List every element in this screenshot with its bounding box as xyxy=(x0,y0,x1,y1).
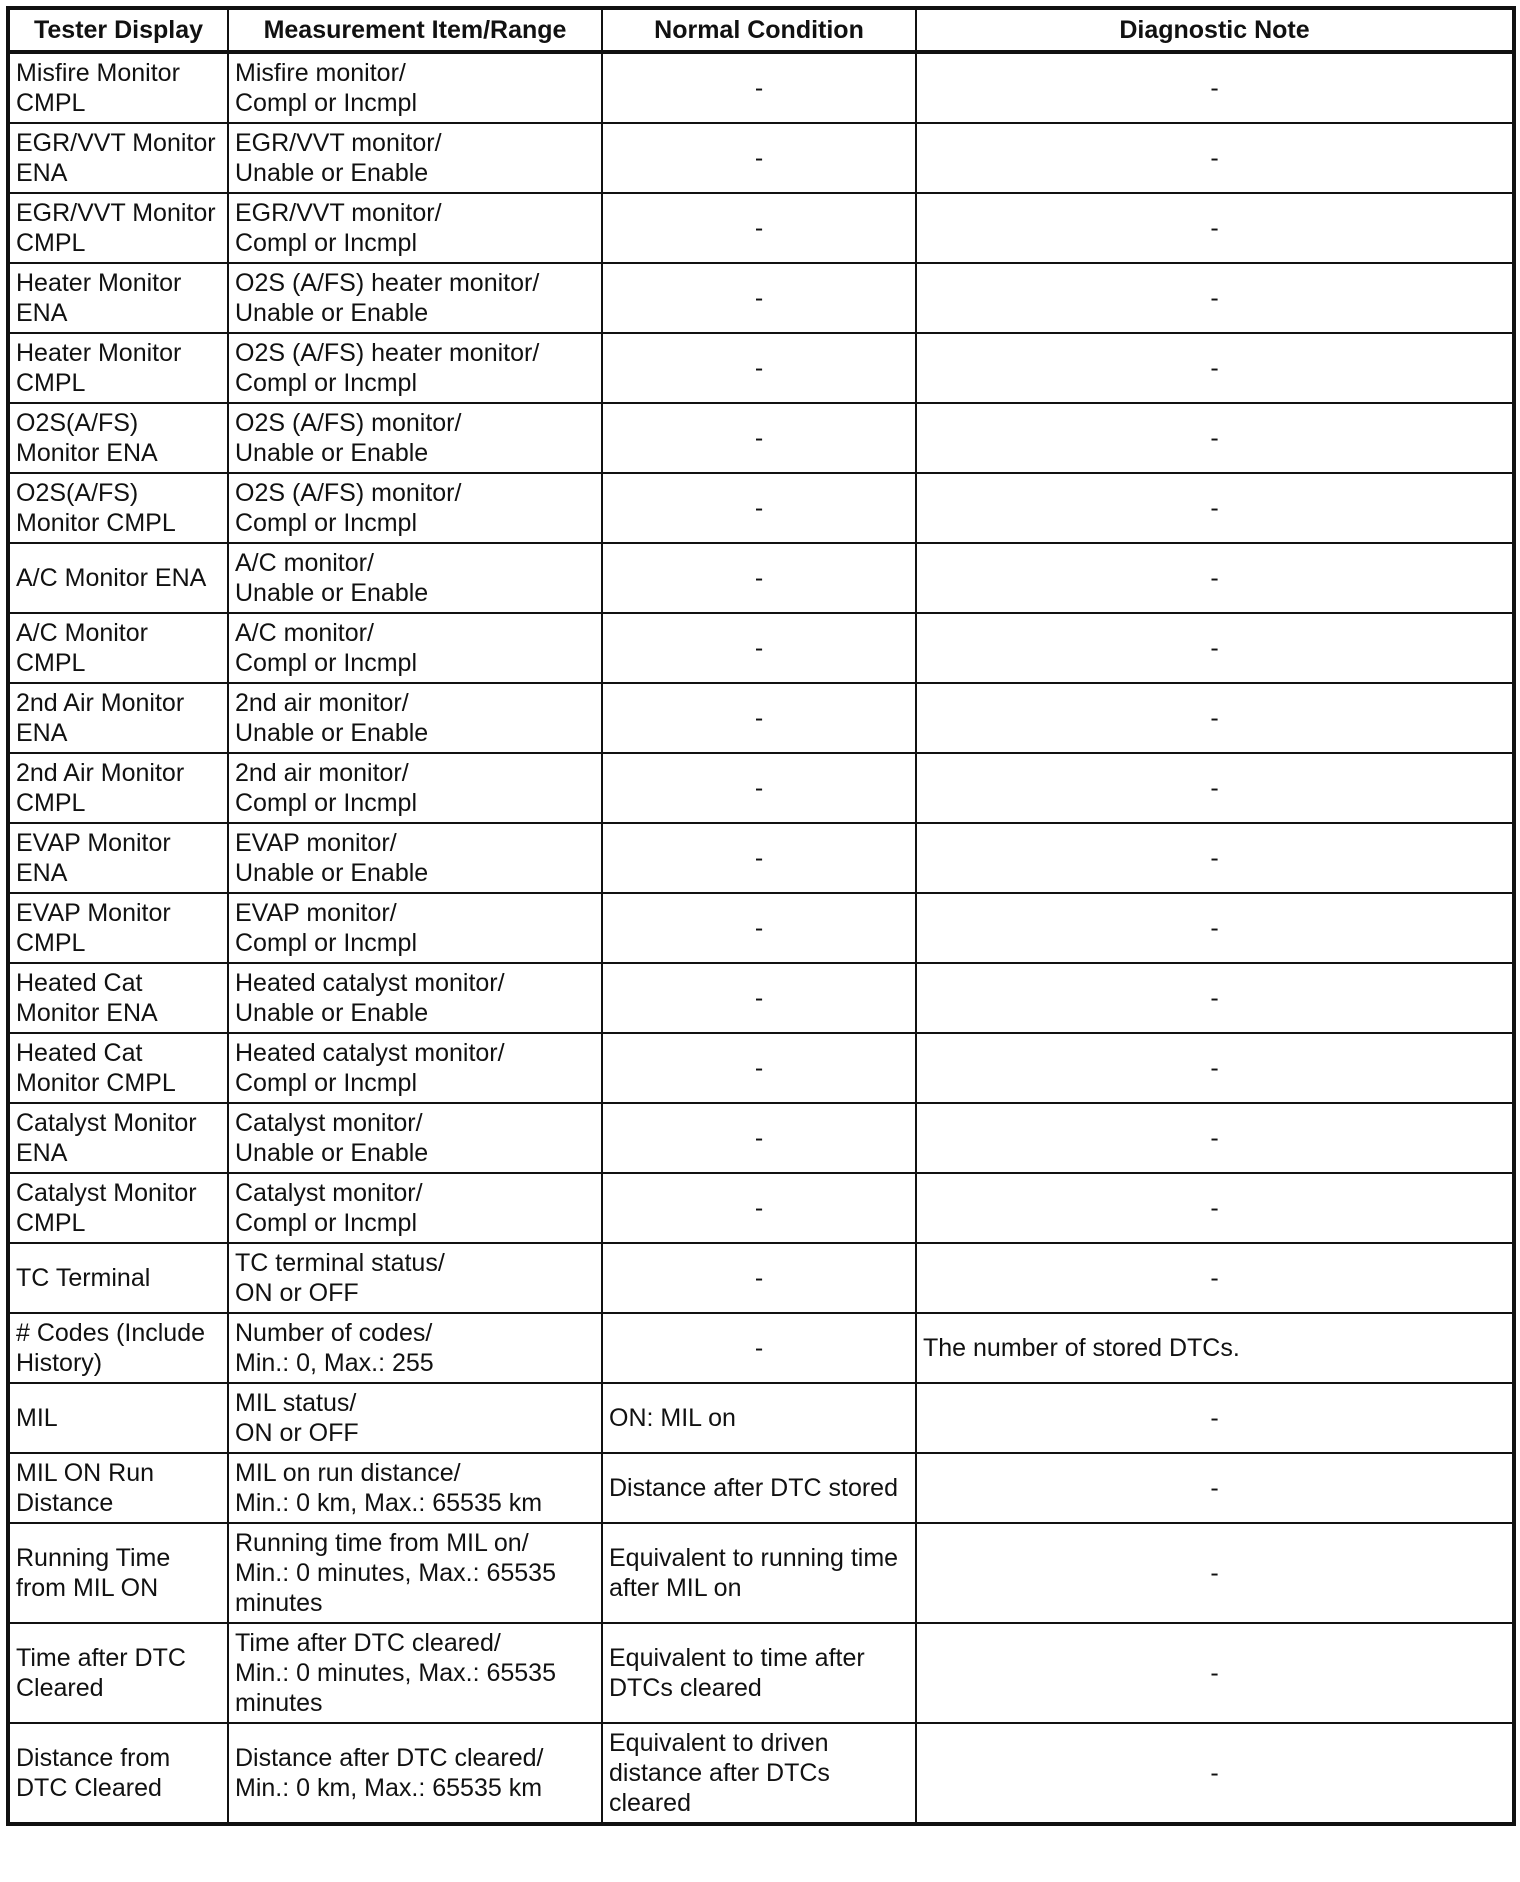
cell-normal-condition xyxy=(602,683,916,753)
cell-measurement-item xyxy=(228,823,602,893)
cell-diagnostic-note-text: - xyxy=(1210,914,1219,942)
cell-diagnostic-note xyxy=(916,753,1514,823)
table-row xyxy=(8,613,1514,683)
table-row xyxy=(8,473,1514,543)
cell-diagnostic-note xyxy=(916,963,1514,1033)
header-tester-display: Tester Display xyxy=(8,8,228,52)
cell-measurement-item xyxy=(228,1313,602,1383)
cell-measurement-item xyxy=(228,683,602,753)
cell-measurement-item xyxy=(228,893,602,963)
cell-measurement-item-text: EGR/VVT monitor/ Compl or Incmpl xyxy=(235,199,442,257)
cell-normal-condition-text: - xyxy=(754,844,764,872)
table-row xyxy=(8,403,1514,473)
cell-normal-condition-text: - xyxy=(754,284,764,312)
cell-normal-condition xyxy=(602,753,916,823)
table-row xyxy=(8,1173,1514,1243)
cell-measurement-item-text: 2nd air monitor/ Compl or Incmpl xyxy=(235,759,417,817)
cell-diagnostic-note-text: - xyxy=(1210,494,1219,522)
table-row xyxy=(8,333,1514,403)
cell-diagnostic-note-text: - xyxy=(1210,1659,1219,1687)
cell-normal-condition xyxy=(602,1033,916,1103)
cell-measurement-item xyxy=(228,963,602,1033)
cell-tester-display xyxy=(8,963,228,1033)
cell-diagnostic-note xyxy=(916,1723,1514,1824)
cell-diagnostic-note-text: - xyxy=(1210,1404,1219,1432)
cell-normal-condition xyxy=(602,1243,916,1313)
cell-tester-display-text: Misfire Monitor CMPL xyxy=(16,59,180,117)
cell-diagnostic-note-text: - xyxy=(1210,704,1219,732)
cell-tester-display-text: MIL ON Run Distance xyxy=(16,1459,155,1517)
table-row xyxy=(8,52,1514,123)
table-row xyxy=(8,1523,1514,1623)
cell-measurement-item xyxy=(228,1033,602,1103)
cell-normal-condition-text: - xyxy=(754,424,764,452)
cell-normal-condition xyxy=(602,403,916,473)
table-row xyxy=(8,753,1514,823)
cell-normal-condition xyxy=(602,1623,916,1723)
cell-tester-display-text: Distance from DTC Cleared xyxy=(16,1744,171,1802)
cell-diagnostic-note-text: - xyxy=(1210,1054,1219,1082)
cell-normal-condition-text: Distance after DTC stored xyxy=(609,1474,898,1502)
cell-tester-display-text: EGR/VVT Monitor CMPL xyxy=(16,199,216,257)
cell-diagnostic-note-text: - xyxy=(1210,774,1219,802)
cell-tester-display xyxy=(8,1173,228,1243)
cell-diagnostic-note xyxy=(916,823,1514,893)
table-row xyxy=(8,1623,1514,1723)
data-list-table xyxy=(6,6,1516,1826)
header-diagnostic-note: Diagnostic Note xyxy=(916,8,1514,52)
cell-diagnostic-note xyxy=(916,333,1514,403)
cell-tester-display xyxy=(8,683,228,753)
cell-measurement-item xyxy=(228,1173,602,1243)
cell-normal-condition xyxy=(602,52,916,123)
cell-diagnostic-note-text: - xyxy=(1210,1124,1219,1152)
cell-measurement-item xyxy=(228,1523,602,1623)
cell-diagnostic-note-text: - xyxy=(1210,74,1219,102)
cell-diagnostic-note-text: - xyxy=(1210,1194,1219,1222)
cell-measurement-item xyxy=(228,613,602,683)
cell-tester-display-text: MIL xyxy=(16,1404,58,1432)
cell-normal-condition xyxy=(602,1383,916,1453)
table-row xyxy=(8,963,1514,1033)
cell-diagnostic-note xyxy=(916,1033,1514,1103)
cell-normal-condition xyxy=(602,123,916,193)
cell-tester-display xyxy=(8,52,228,123)
table-row xyxy=(8,1723,1514,1824)
cell-normal-condition xyxy=(602,1723,916,1824)
cell-tester-display-text: EGR/VVT Monitor ENA xyxy=(16,129,216,187)
cell-measurement-item-text: O2S (A/FS) heater monitor/ Unable or Enable xyxy=(235,269,540,327)
cell-normal-condition-text: - xyxy=(754,914,764,942)
cell-normal-condition-text: Equivalent to driven distance after DTCs cleared xyxy=(609,1729,830,1817)
cell-diagnostic-note-text: - xyxy=(1210,1264,1219,1292)
cell-diagnostic-note-text: - xyxy=(1210,1474,1219,1502)
table-row xyxy=(8,1383,1514,1453)
cell-normal-condition-text: - xyxy=(754,1124,764,1152)
document-page xyxy=(6,6,1516,1826)
cell-diagnostic-note-text: - xyxy=(1210,1559,1219,1587)
cell-normal-condition-text: - xyxy=(754,1334,764,1362)
cell-diagnostic-note xyxy=(916,543,1514,613)
cell-tester-display-text: Running Time from MIL ON xyxy=(16,1544,171,1602)
cell-measurement-item-text: O2S (A/FS) monitor/ Compl or Incmpl xyxy=(235,479,462,537)
table-row xyxy=(8,543,1514,613)
cell-measurement-item-text: Heated catalyst monitor/ Compl or Incmpl xyxy=(235,1039,505,1097)
cell-measurement-item-text: EGR/VVT monitor/ Unable or Enable xyxy=(235,129,442,187)
cell-measurement-item xyxy=(228,52,602,123)
cell-measurement-item xyxy=(228,1723,602,1824)
cell-diagnostic-note-text: - xyxy=(1210,424,1219,452)
cell-measurement-item-text: 2nd air monitor/ Unable or Enable xyxy=(235,689,429,747)
cell-measurement-item xyxy=(228,403,602,473)
cell-diagnostic-note xyxy=(916,123,1514,193)
cell-diagnostic-note-text: - xyxy=(1210,354,1219,382)
cell-tester-display-text: Catalyst Monitor ENA xyxy=(16,1109,197,1167)
cell-tester-display xyxy=(8,1103,228,1173)
cell-measurement-item-text: O2S (A/FS) monitor/ Unable or Enable xyxy=(235,409,462,467)
cell-tester-display xyxy=(8,1453,228,1523)
table-row xyxy=(8,1313,1514,1383)
cell-normal-condition-text: - xyxy=(754,984,764,1012)
cell-measurement-item-text: Misfire monitor/ Compl or Incmpl xyxy=(235,59,417,117)
cell-diagnostic-note xyxy=(916,403,1514,473)
cell-measurement-item xyxy=(228,123,602,193)
table-row xyxy=(8,1243,1514,1313)
cell-tester-display xyxy=(8,1243,228,1313)
header-measurement-item: Measurement Item/Range xyxy=(228,8,602,52)
cell-measurement-item-text: Time after DTC cleared/ Min.: 0 minutes, Max.: 65535 minutes xyxy=(235,1629,556,1717)
cell-tester-display xyxy=(8,1313,228,1383)
cell-tester-display xyxy=(8,753,228,823)
cell-tester-display xyxy=(8,1623,228,1723)
cell-diagnostic-note xyxy=(916,1103,1514,1173)
cell-tester-display xyxy=(8,823,228,893)
cell-tester-display-text: Heater Monitor CMPL xyxy=(16,339,182,397)
cell-tester-display-text: A/C Monitor CMPL xyxy=(16,619,148,677)
table-body xyxy=(8,52,1514,1824)
cell-diagnostic-note xyxy=(916,683,1514,753)
cell-tester-display-text: O2S(A/FS) Monitor CMPL xyxy=(16,479,176,537)
table-row xyxy=(8,823,1514,893)
cell-diagnostic-note xyxy=(916,1243,1514,1313)
cell-diagnostic-note xyxy=(916,1173,1514,1243)
table-row xyxy=(8,1453,1514,1523)
cell-measurement-item-text: Number of codes/ Min.: 0, Max.: 255 xyxy=(235,1319,434,1377)
cell-normal-condition-text: - xyxy=(754,74,764,102)
cell-normal-condition xyxy=(602,263,916,333)
cell-diagnostic-note xyxy=(916,1383,1514,1453)
cell-normal-condition xyxy=(602,1103,916,1173)
table-header-row xyxy=(8,8,1514,52)
cell-tester-display-text: TC Terminal xyxy=(16,1264,151,1292)
cell-normal-condition xyxy=(602,1313,916,1383)
cell-diagnostic-note-text: - xyxy=(1210,284,1219,312)
cell-tester-display-text: EVAP Monitor CMPL xyxy=(16,899,171,957)
cell-normal-condition xyxy=(602,1453,916,1523)
cell-measurement-item xyxy=(228,1243,602,1313)
table-row xyxy=(8,1103,1514,1173)
cell-tester-display xyxy=(8,1523,228,1623)
cell-normal-condition-text: - xyxy=(754,214,764,242)
cell-normal-condition xyxy=(602,893,916,963)
cell-diagnostic-note-text: - xyxy=(1210,844,1219,872)
cell-measurement-item xyxy=(228,473,602,543)
cell-tester-display xyxy=(8,193,228,263)
cell-normal-condition xyxy=(602,963,916,1033)
cell-normal-condition xyxy=(602,1173,916,1243)
cell-measurement-item-text: Heated catalyst monitor/ Unable or Enable xyxy=(235,969,505,1027)
cell-normal-condition xyxy=(602,823,916,893)
cell-normal-condition-text: Equivalent to time after DTCs cleared xyxy=(609,1644,865,1702)
cell-diagnostic-note-text: - xyxy=(1210,564,1219,592)
header-normal-condition: Normal Condition xyxy=(602,8,916,52)
table-row xyxy=(8,1033,1514,1103)
cell-diagnostic-note xyxy=(916,1523,1514,1623)
cell-measurement-item xyxy=(228,263,602,333)
cell-normal-condition-text: - xyxy=(754,494,764,522)
cell-diagnostic-note xyxy=(916,52,1514,123)
cell-normal-condition xyxy=(602,1523,916,1623)
table-row xyxy=(8,193,1514,263)
cell-normal-condition-text: - xyxy=(754,1054,764,1082)
cell-diagnostic-note-text: - xyxy=(1210,634,1219,662)
cell-tester-display xyxy=(8,333,228,403)
cell-normal-condition xyxy=(602,613,916,683)
cell-measurement-item xyxy=(228,193,602,263)
cell-measurement-item xyxy=(228,1623,602,1723)
cell-tester-display xyxy=(8,1723,228,1824)
cell-diagnostic-note-text: - xyxy=(1210,144,1219,172)
cell-normal-condition-text: - xyxy=(754,774,764,802)
cell-diagnostic-note xyxy=(916,193,1514,263)
cell-measurement-item-text: Catalyst monitor/ Compl or Incmpl xyxy=(235,1179,423,1237)
cell-tester-display xyxy=(8,543,228,613)
cell-tester-display-text: Heated Cat Monitor ENA xyxy=(16,969,158,1027)
cell-diagnostic-note-text: The number of stored DTCs. xyxy=(923,1334,1240,1362)
cell-measurement-item xyxy=(228,753,602,823)
cell-measurement-item-text: Running time from MIL on/ Min.: 0 minutes, Max.: 65535 minutes xyxy=(235,1529,556,1617)
cell-tester-display-text: A/C Monitor ENA xyxy=(16,564,207,592)
cell-normal-condition-text: ON: MIL on xyxy=(609,1404,736,1432)
cell-measurement-item-text: O2S (A/FS) heater monitor/ Compl or Incmpl xyxy=(235,339,540,397)
cell-measurement-item-text: TC terminal status/ ON or OFF xyxy=(235,1249,445,1307)
cell-measurement-item xyxy=(228,543,602,613)
cell-tester-display-text: 2nd Air Monitor CMPL xyxy=(16,759,185,817)
cell-diagnostic-note-text: - xyxy=(1210,984,1219,1012)
cell-normal-condition-text: - xyxy=(754,1264,764,1292)
cell-measurement-item xyxy=(228,333,602,403)
cell-normal-condition xyxy=(602,193,916,263)
cell-diagnostic-note xyxy=(916,1313,1514,1383)
cell-tester-display xyxy=(8,893,228,963)
cell-normal-condition-text: - xyxy=(754,1194,764,1222)
cell-tester-display xyxy=(8,473,228,543)
table-row xyxy=(8,123,1514,193)
cell-normal-condition-text: - xyxy=(754,354,764,382)
cell-tester-display xyxy=(8,403,228,473)
cell-diagnostic-note-text: - xyxy=(1210,214,1219,242)
cell-diagnostic-note xyxy=(916,893,1514,963)
cell-tester-display-text: EVAP Monitor ENA xyxy=(16,829,171,887)
cell-normal-condition-text: - xyxy=(754,564,764,592)
cell-tester-display-text: Catalyst Monitor CMPL xyxy=(16,1179,197,1237)
cell-measurement-item-text: Catalyst monitor/ Unable or Enable xyxy=(235,1109,429,1167)
cell-diagnostic-note-text: - xyxy=(1210,1759,1219,1787)
cell-tester-display xyxy=(8,1033,228,1103)
cell-normal-condition-text: Equivalent to running time after MIL on xyxy=(609,1544,899,1602)
cell-tester-display-text: Heater Monitor ENA xyxy=(16,269,182,327)
cell-tester-display xyxy=(8,1383,228,1453)
cell-normal-condition-text: - xyxy=(754,144,764,172)
cell-diagnostic-note xyxy=(916,1623,1514,1723)
cell-measurement-item-text: MIL on run distance/ Min.: 0 km, Max.: 65535 km xyxy=(235,1459,543,1517)
cell-normal-condition-text: - xyxy=(754,634,764,662)
cell-tester-display xyxy=(8,123,228,193)
cell-measurement-item-text: A/C monitor/ Compl or Incmpl xyxy=(235,619,417,677)
cell-measurement-item xyxy=(228,1103,602,1173)
cell-measurement-item-text: MIL status/ ON or OFF xyxy=(235,1389,359,1447)
cell-normal-condition xyxy=(602,473,916,543)
cell-diagnostic-note xyxy=(916,473,1514,543)
cell-diagnostic-note xyxy=(916,1453,1514,1523)
table-row xyxy=(8,263,1514,333)
cell-tester-display-text: O2S(A/FS) Monitor ENA xyxy=(16,409,158,467)
table-row xyxy=(8,893,1514,963)
table-row xyxy=(8,683,1514,753)
cell-normal-condition xyxy=(602,333,916,403)
cell-measurement-item-text: Distance after DTC cleared/ Min.: 0 km, Max.: 65535 km xyxy=(235,1744,544,1802)
cell-tester-display-text: 2nd Air Monitor ENA xyxy=(16,689,185,747)
cell-normal-condition xyxy=(602,543,916,613)
cell-tester-display-text: Heated Cat Monitor CMPL xyxy=(16,1039,176,1097)
cell-measurement-item xyxy=(228,1453,602,1523)
cell-diagnostic-note xyxy=(916,613,1514,683)
cell-tester-display-text: # Codes (Include History) xyxy=(16,1319,206,1377)
cell-measurement-item xyxy=(228,1383,602,1453)
cell-measurement-item-text: EVAP monitor/ Compl or Incmpl xyxy=(235,899,417,957)
cell-measurement-item-text: A/C monitor/ Unable or Enable xyxy=(235,549,429,607)
cell-diagnostic-note xyxy=(916,263,1514,333)
cell-measurement-item-text: EVAP monitor/ Unable or Enable xyxy=(235,829,429,887)
cell-tester-display xyxy=(8,263,228,333)
cell-tester-display xyxy=(8,613,228,683)
cell-tester-display-text: Time after DTC Cleared xyxy=(16,1644,186,1702)
cell-normal-condition-text: - xyxy=(754,704,764,732)
